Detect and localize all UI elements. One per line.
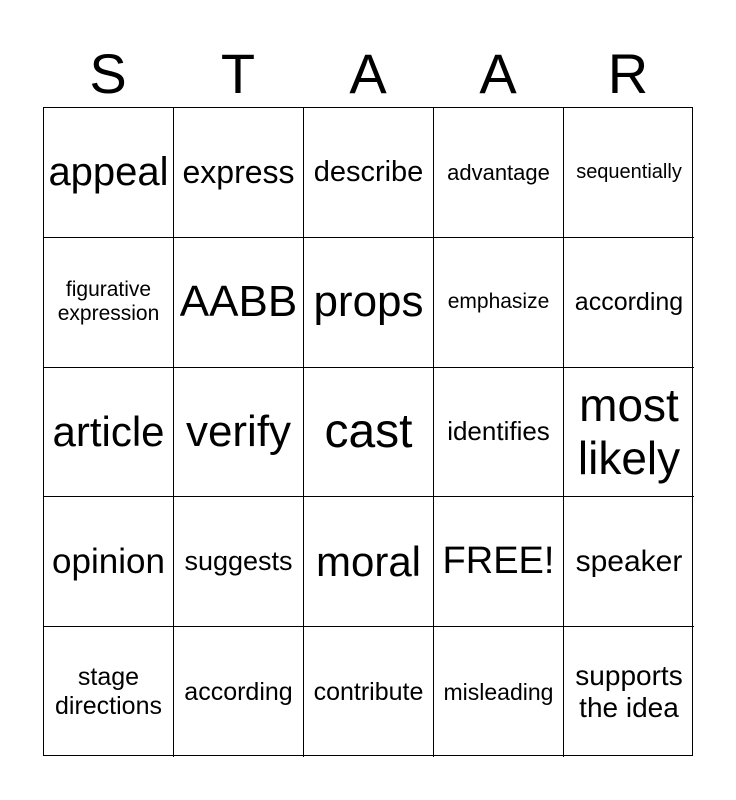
bingo-cell[interactable] xyxy=(174,368,304,498)
cell-text: advantage xyxy=(447,159,550,185)
bingo-cell[interactable] xyxy=(304,238,434,368)
cell-text: verify xyxy=(185,406,292,456)
cell-text: stage directions xyxy=(55,663,162,721)
bingo-cell[interactable] xyxy=(434,108,564,238)
bingo-cell[interactable] xyxy=(174,238,304,368)
cell-text: opinion xyxy=(52,541,165,581)
bingo-cell[interactable] xyxy=(44,627,174,757)
bingo-cell[interactable] xyxy=(304,627,434,757)
cell-text: according xyxy=(184,677,293,706)
bingo-cell[interactable] xyxy=(434,368,564,498)
bingo-cell[interactable] xyxy=(564,497,694,627)
cell-text: most likely xyxy=(577,379,681,484)
cell-text: suggests xyxy=(184,546,293,577)
bingo-cell[interactable] xyxy=(44,368,174,498)
bingo-cell[interactable] xyxy=(174,627,304,757)
bingo-cell[interactable] xyxy=(434,627,564,757)
bingo-cell[interactable] xyxy=(434,238,564,368)
cell-text: moral xyxy=(315,537,422,585)
bingo-header xyxy=(43,44,693,104)
bingo-cell[interactable] xyxy=(44,497,174,627)
cell-text: according xyxy=(574,287,684,316)
header-letter: S xyxy=(89,42,127,105)
bingo-cell[interactable] xyxy=(564,627,694,757)
cell-text: sequentially xyxy=(576,160,682,183)
header-letter: T xyxy=(220,42,256,105)
bingo-cell[interactable] xyxy=(44,108,174,238)
header-letter: A xyxy=(479,42,517,105)
bingo-cell[interactable] xyxy=(564,238,694,368)
header-letter: R xyxy=(607,42,649,105)
cell-text: FREE! xyxy=(442,539,555,582)
cell-text: props xyxy=(313,276,424,326)
bingo-board xyxy=(43,107,693,756)
cell-text: identifies xyxy=(447,416,550,447)
bingo-cell[interactable] xyxy=(564,108,694,238)
cell-text: express xyxy=(182,154,295,190)
bingo-cell[interactable] xyxy=(174,108,304,238)
bingo-cell[interactable] xyxy=(304,497,434,627)
cell-text: contribute xyxy=(313,677,424,706)
free-space-cell[interactable] xyxy=(434,497,564,627)
cell-text: figurative expression xyxy=(57,278,160,326)
cell-text: misleading xyxy=(443,678,554,705)
cell-text: describe xyxy=(313,155,424,188)
cell-text: cast xyxy=(324,405,413,459)
bingo-cell[interactable] xyxy=(304,368,434,498)
bingo-cell[interactable] xyxy=(44,238,174,368)
bingo-cell[interactable] xyxy=(564,368,694,498)
cell-text: article xyxy=(52,407,165,455)
cell-text: AABB xyxy=(179,276,298,326)
header-letter: A xyxy=(349,42,387,105)
bingo-cell[interactable] xyxy=(304,108,434,238)
cell-text: supports the idea xyxy=(575,659,683,724)
cell-text: speaker xyxy=(575,544,683,578)
cell-text: emphasize xyxy=(447,290,550,314)
cell-text: appeal xyxy=(48,150,169,195)
bingo-cell[interactable] xyxy=(174,497,304,627)
